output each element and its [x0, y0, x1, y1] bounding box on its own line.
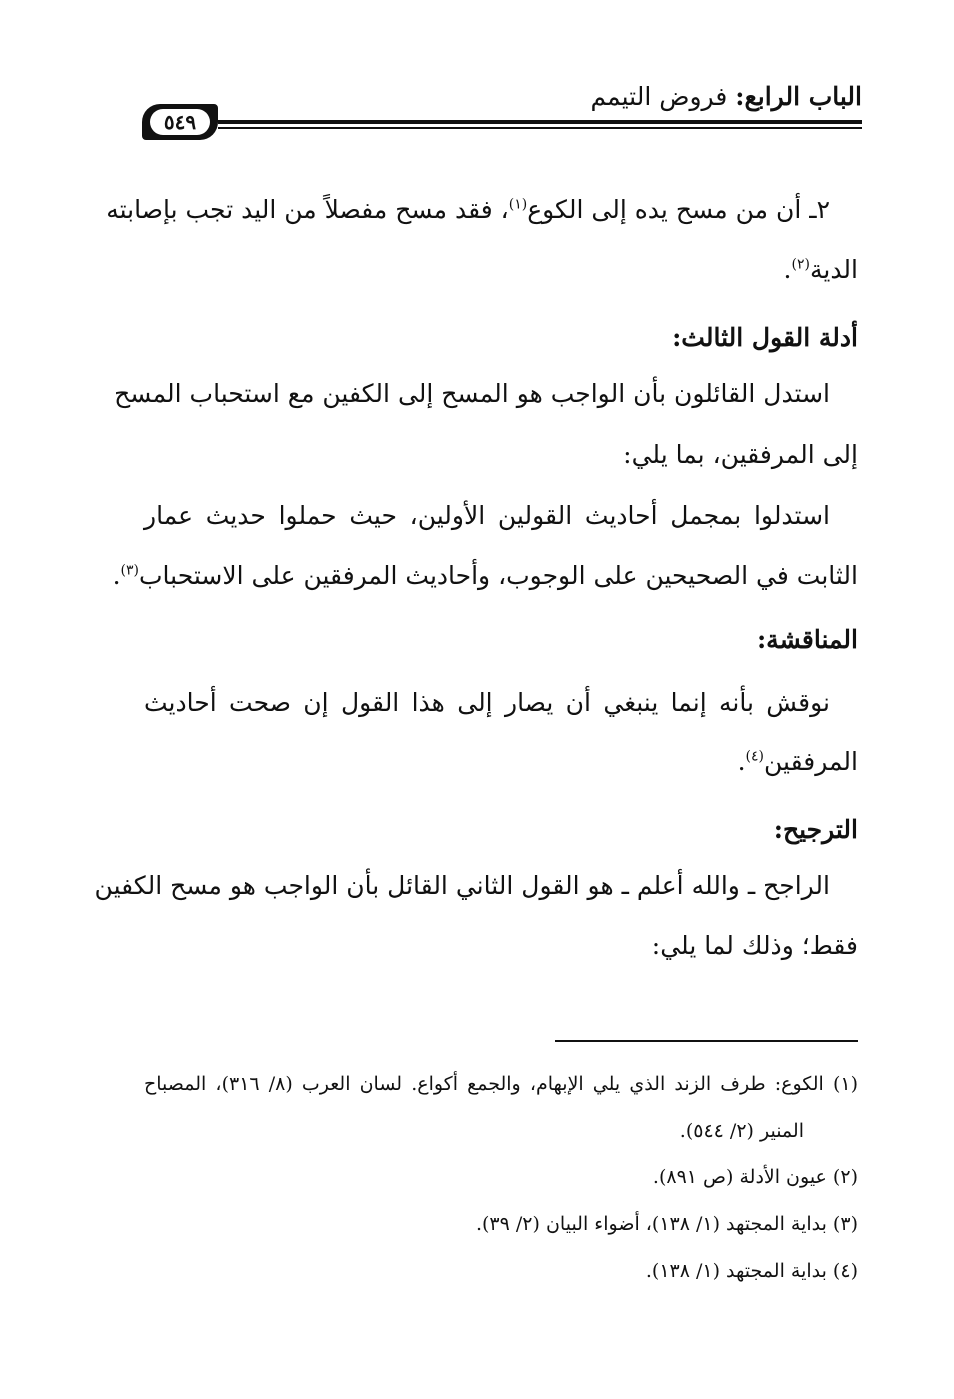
item2-period: . [783, 255, 792, 284]
footnote-ref-4: (٤) [745, 748, 765, 765]
footnote-ref-1: (١) [508, 196, 528, 213]
page-number: ٥٤٩ [150, 109, 210, 135]
p3-period: . [737, 747, 746, 776]
p2-text: الثابت في الصحيحين على الوجوب، وأحاديث المرفقين على الاستحباب [139, 561, 858, 590]
item2-text-c: الدية [809, 255, 858, 284]
chapter-title: فروض التيمم [590, 82, 728, 111]
item2-line2 [784, 250, 858, 290]
item2-line1 [106, 190, 830, 230]
heading-discussion: المناقشة: [756, 625, 858, 654]
p1-line2: إلى المرفقين، بما يلي: [623, 440, 858, 469]
footnote-2: (٢) عيون الأدلة (ص ٨٩١). [652, 1166, 858, 1188]
item2-text-a: ٢ـ أن من مسح يده إلى الكوع [527, 195, 830, 224]
p2-period: . [112, 561, 121, 590]
p1-line1: استدل القائلون بأن الواجب هو المسح إلى الكفين مع استحباب المسح [114, 379, 830, 408]
header-rule-thin [218, 127, 862, 129]
footnote-1-line1: (١) الكوع: طرف الزند الذي يلي الإبهام، والجمع أكواع. لسان العرب (٨/ ٣١٦)، المصباح [144, 1073, 858, 1095]
heading-preference: الترجيح: [773, 815, 858, 844]
footnote-3: (٣) بداية المجتهد (١/ ١٣٨)، أضواء البيان (٢/ ٣٩). [475, 1213, 858, 1235]
footnote-ref-2: (٢) [791, 256, 810, 273]
p2-line2 [113, 556, 858, 596]
heading-third-opinion: أدلة القول الثالث: [672, 323, 858, 352]
footnote-ref-3: (٣) [120, 562, 140, 579]
p4-line2: فقط؛ وذلك لما يلي: [651, 931, 858, 960]
header-rule [218, 120, 862, 124]
part-label: الباب الرابع: [735, 82, 862, 111]
footnote-1-line2: المنير (٢/ ٥٤٤). [679, 1120, 804, 1142]
footnote-separator [555, 1040, 858, 1042]
p3-line1: نوقش بأنه إنما ينبغي أن يصار إلى هذا القول إن صحت أحاديث [144, 688, 830, 717]
running-head [591, 82, 862, 111]
p3-text: المرفقين [764, 747, 858, 776]
item2-text-b: ، فقد مسح مفصلاً من اليد تجب بإصابته [106, 195, 509, 224]
p3-line2 [738, 742, 858, 782]
p4-line1: الراجح ـ والله أعلم ـ هو القول الثاني القائل بأن الواجب هو مسح الكفين [94, 871, 830, 900]
p2-line1: استدلوا بمجمل أحاديث القولين الأولين، حيث حملوا حديث عمار [144, 501, 830, 530]
footnote-4: (٤) بداية المجتهد (١/ ١٣٨). [645, 1260, 858, 1282]
